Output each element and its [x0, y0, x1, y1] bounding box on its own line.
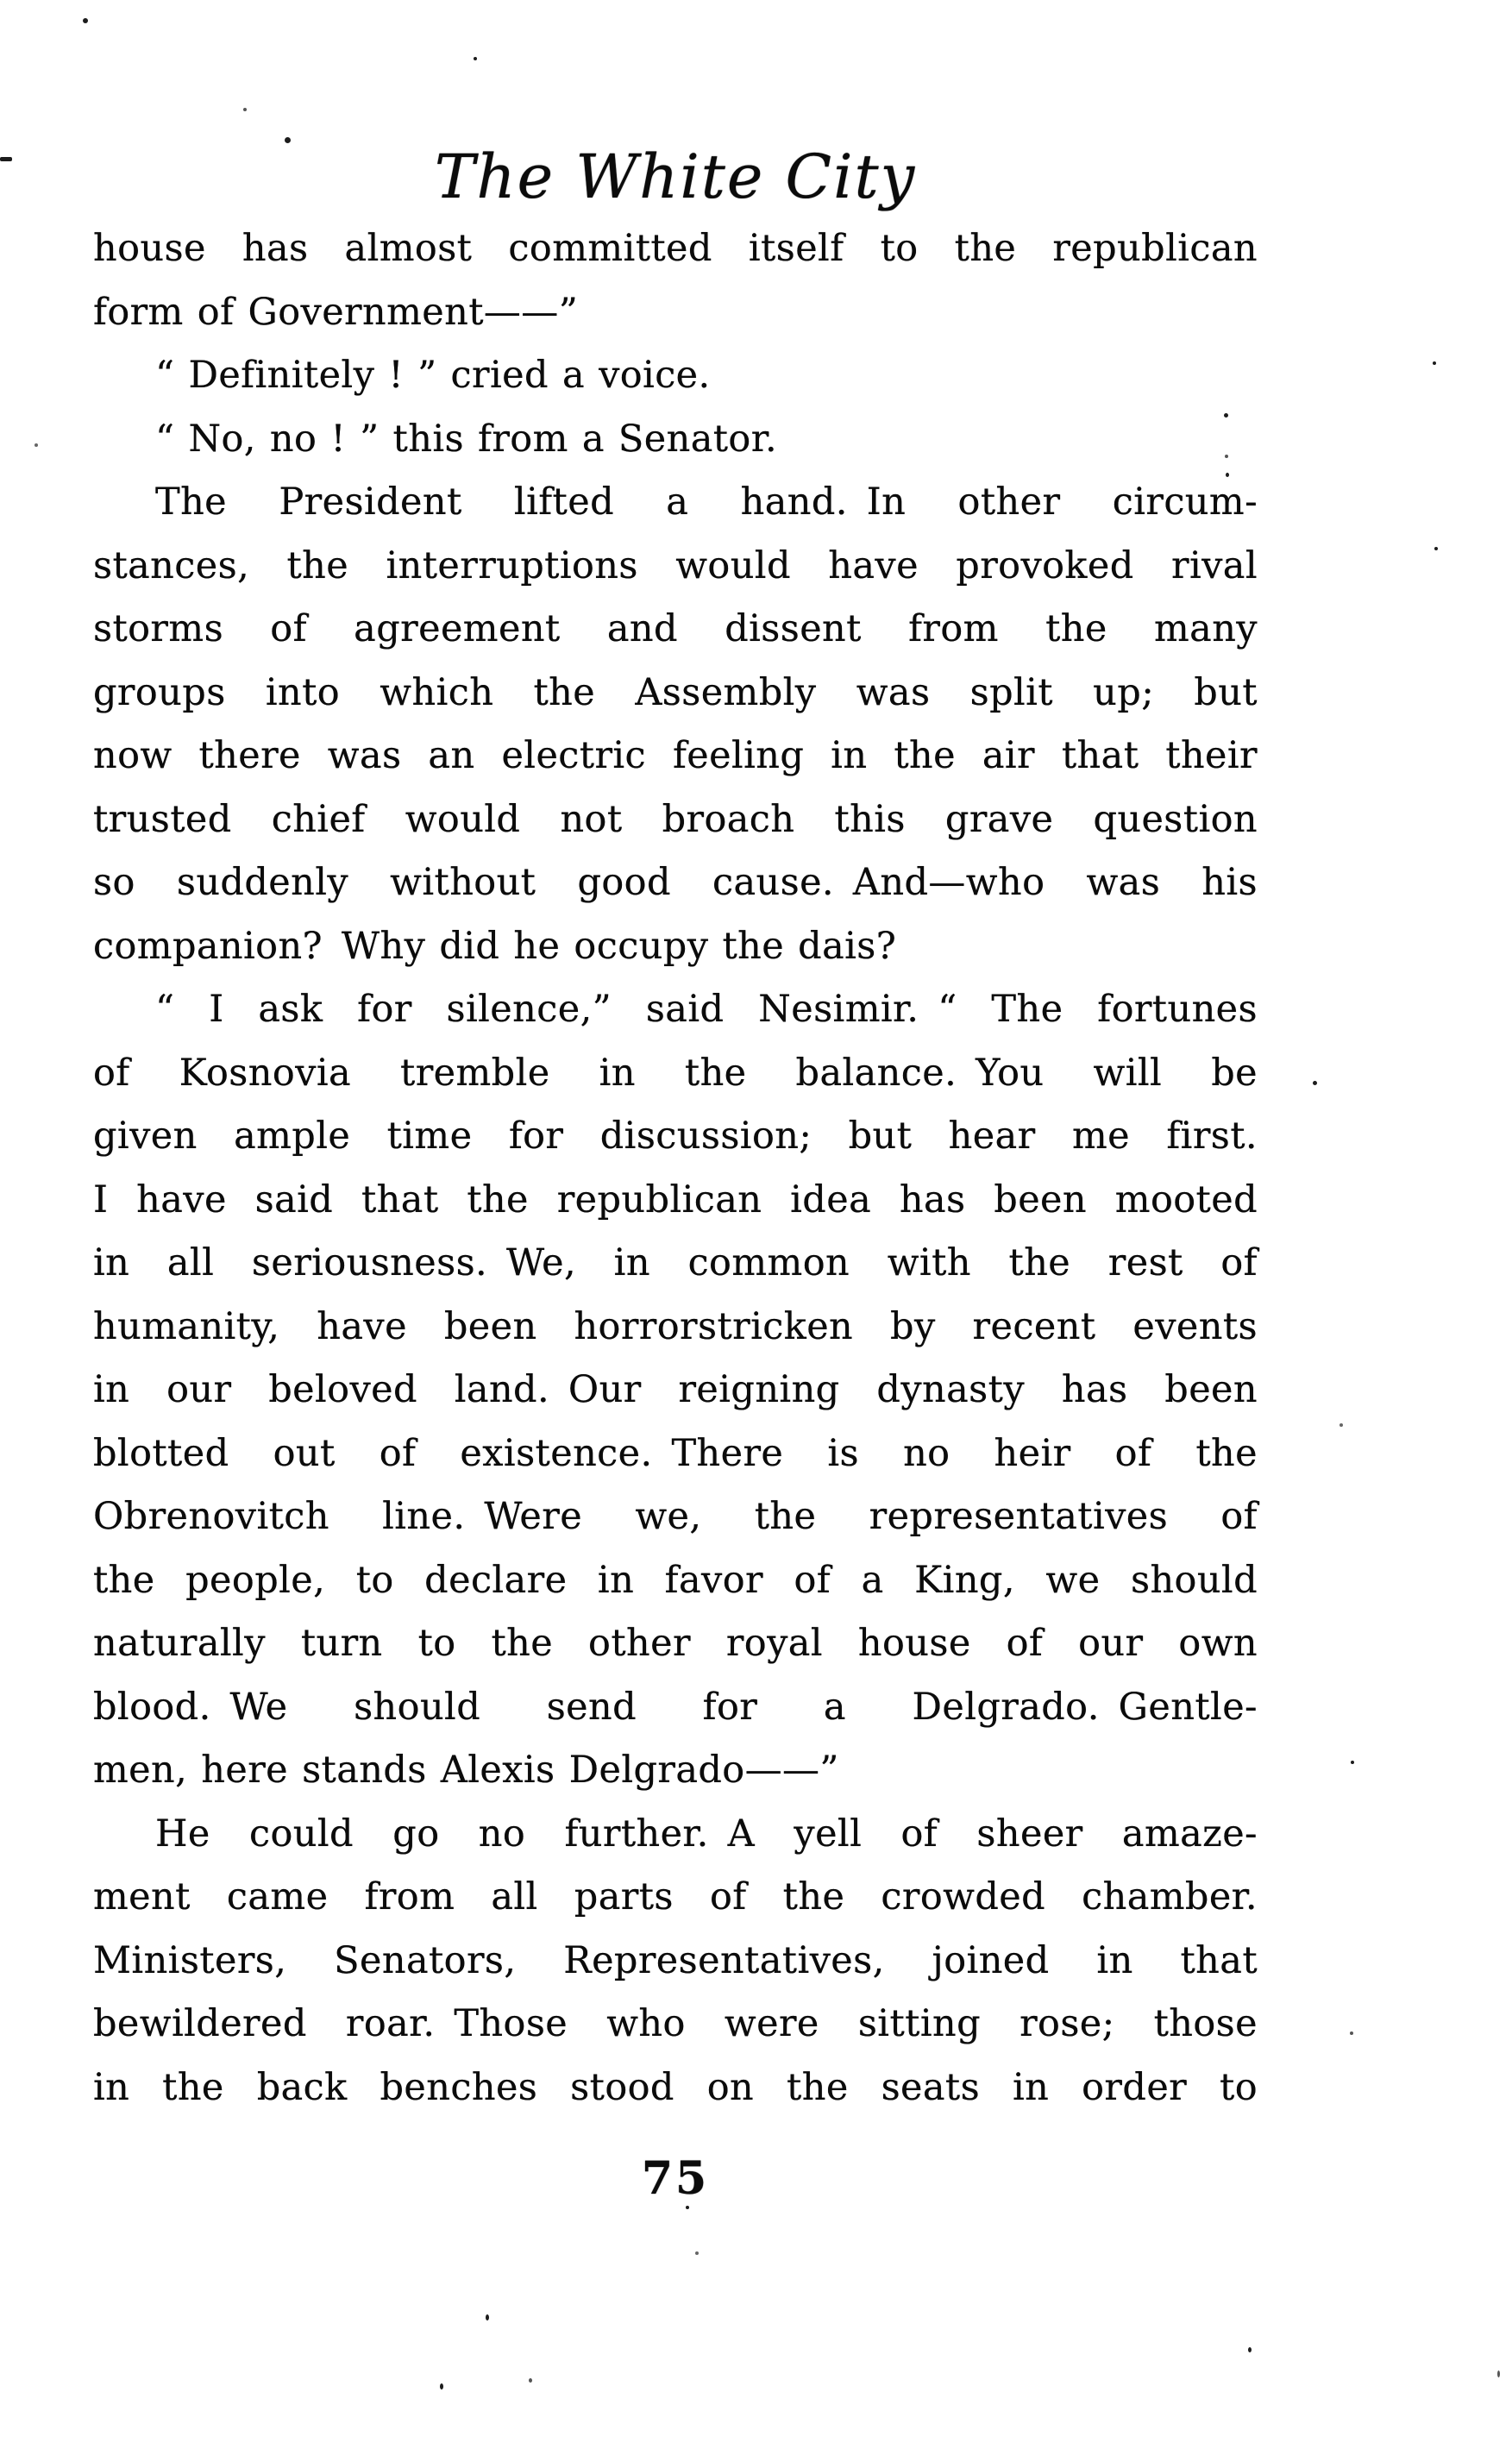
- scan-speck: [686, 2206, 689, 2209]
- scan-speck: [1225, 455, 1228, 458]
- scan-speck: [0, 157, 12, 161]
- scan-speck: [1313, 1081, 1317, 1085]
- scan-speck: [285, 137, 291, 143]
- text-line: bewildered roar. Those who were sitting rose; those: [93, 2002, 1258, 2045]
- text-line: the people, to declare in favor of a King, we should: [93, 1558, 1258, 1602]
- text-line: stances, the interruptions would have provoked rival: [93, 543, 1258, 587]
- text-line: now there was an electric feeling in the air that their: [93, 734, 1258, 777]
- scan-speck: [243, 108, 247, 111]
- scan-speck: [1248, 2347, 1252, 2352]
- text-line: of Kosnovia tremble in the balance. You will be: [93, 1051, 1258, 1095]
- text-line: ment came from all parts of the crowded chamber.: [93, 1875, 1258, 1918]
- scan-speck: [35, 443, 38, 447]
- scan-speck: [1497, 2371, 1500, 2377]
- page-title: The White City: [434, 141, 917, 212]
- text-line: “ Definitely ! ” cried a voice.: [155, 354, 711, 397]
- text-line: He could go no further. A yell of sheer amaze-: [155, 1812, 1258, 1856]
- scan-speck: [1339, 1423, 1343, 1427]
- text-line: blood. We should send for a Delgrado. Gentle-: [93, 1685, 1258, 1729]
- scan-speck: [474, 57, 477, 60]
- scan-speck: [1433, 361, 1436, 365]
- text-line: given ample time for discussion; but hear me first.: [93, 1115, 1258, 1158]
- text-line: groups into which the Assembly was split up; but: [93, 670, 1258, 714]
- text-line: men, here stands Alexis Delgrado——”: [93, 1749, 839, 1792]
- text-line: blotted out of existence. There is no heir of the: [93, 1431, 1258, 1475]
- body-text: [93, 217, 1258, 2119]
- scan-speck: [486, 2314, 489, 2320]
- text-line: in the back benches stood on the seats in order to: [93, 2065, 1258, 2109]
- scan-speck: [1350, 2031, 1353, 2035]
- scan-speck: [1226, 473, 1229, 477]
- text-line: naturally turn to the other royal house of our own: [93, 1622, 1258, 1665]
- scan-speck: [440, 2383, 443, 2389]
- text-line: The President lifted a hand. In other circum-: [155, 480, 1258, 524]
- text-line: in our beloved land. Our reigning dynasty has been: [93, 1368, 1258, 1411]
- text-line: storms of agreement and dissent from the many: [93, 607, 1258, 650]
- scan-speck: [695, 2251, 699, 2255]
- text-line: Obrenovitch line. Were we, the representatives of: [93, 1495, 1258, 1538]
- scan-speck: [83, 18, 88, 23]
- text-line: “ I ask for silence,” said Nesimir. “ The fortunes: [155, 988, 1258, 1031]
- scan-speck: [1434, 547, 1438, 550]
- text-line: humanity, have been horrorstricken by recent events: [93, 1304, 1258, 1348]
- text-line: trusted chief would not broach this grave question: [93, 797, 1258, 841]
- text-line: in all seriousness. We, in common with the rest of: [93, 1241, 1258, 1284]
- text-line: form of Government——”: [93, 290, 579, 334]
- text-line: house has almost committed itself to the republican: [93, 227, 1258, 270]
- scan-speck: [529, 2378, 532, 2383]
- page-number: 75: [641, 2152, 710, 2205]
- scan-speck: [1224, 413, 1228, 418]
- scan-speck: [1351, 1761, 1354, 1764]
- text-line: companion? Why did he occupy the dais?: [93, 924, 897, 968]
- text-line: so suddenly without good cause. And—who was his: [93, 861, 1258, 904]
- text-line: “ No, no ! ” this from a Senator.: [155, 417, 778, 461]
- text-line: I have said that the republican idea has been mooted: [93, 1177, 1258, 1221]
- text-line: Ministers, Senators, Representatives, joined in that: [93, 1938, 1258, 1982]
